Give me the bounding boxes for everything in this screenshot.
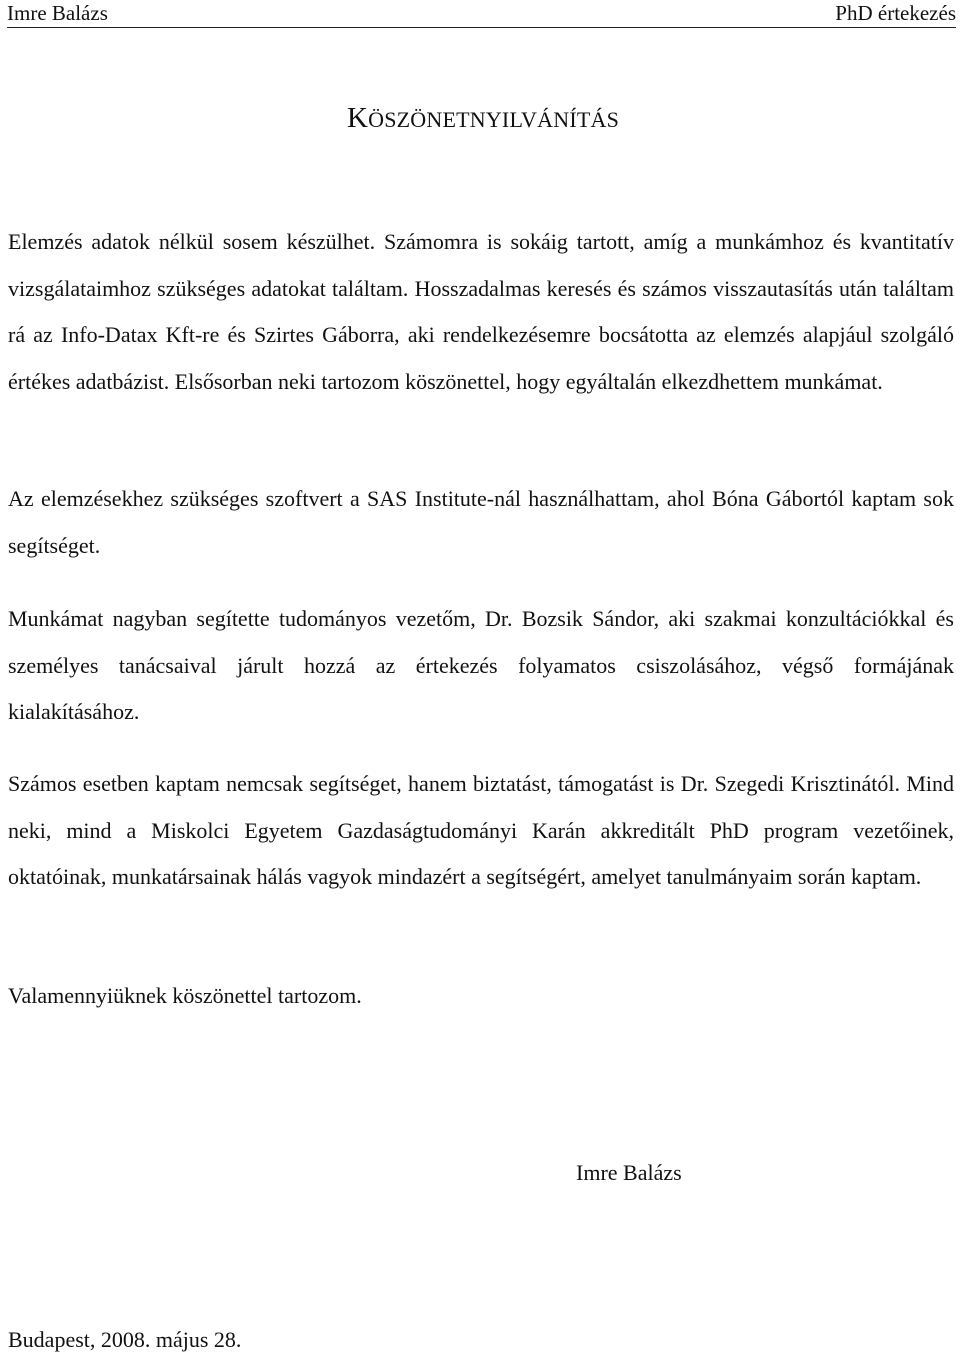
- acknowledgement-paragraph-5: Valamennyiüknek köszönettel tartozom.: [8, 983, 362, 1008]
- acknowledgement-paragraph-4: Számos esetben kaptam nemcsak segítséget, hanem biztatást, támogatást is Dr. Szegedi Krisztinától. Mind neki, mind a Miskolci Egyetem Gazdaságtudományi Karán akkreditált PhD program vezetőinek, oktatóinak, munkatársainak hálás vagyok mindazért a segítségért, amelyet tanulmányaim során kaptam.: [8, 771, 954, 890]
- acknowledgement-paragraph-3: Munkámat nagyban segítette tudományos vezetőm, Dr. Bozsik Sándor, aki szakmai konzultációkkal és személyes tanácsaival járult hozzá az értekezés folyamatos csiszolásához, végső formájának kialakításához.: [8, 606, 954, 725]
- place-and-date: Budapest, 2008. május 28.: [8, 1327, 242, 1352]
- header-author: Imre Balázs: [7, 1, 108, 25]
- page-header: [7, 0, 956, 28]
- title-rest: ÖSZÖNETNYILVÁNÍTÁS: [368, 107, 620, 132]
- acknowledgement-paragraph-1: Elemzés adatok nélkül sosem készülhet. Számomra is sokáig tartott, amíg a munkámhoz és kvantitatív vizsgálataimhoz szükséges adatokat találtam. Hosszadalmas keresés és számos visszautasítás után találtam rá az Info-Datax Kft-re és Szirtes Gáborra, aki rendelkezésemre bocsátotta az elemzés alapjául szolgáló értékes adatbázist. Elsősorban neki tartozom köszönettel, hogy egyáltalán elkezdhettem munkámat.: [8, 229, 954, 395]
- page-title: [0, 102, 960, 135]
- header-document-type: PhD értekezés: [835, 1, 956, 25]
- author-signature: Imre Balázs: [576, 1160, 682, 1185]
- title-first-letter: K: [346, 102, 369, 134]
- acknowledgement-paragraph-2: Az elemzésekhez szükséges szoftvert a SAS Institute-nál használhattam, ahol Bóna Gábortól kaptam sok segítséget.: [8, 486, 954, 558]
